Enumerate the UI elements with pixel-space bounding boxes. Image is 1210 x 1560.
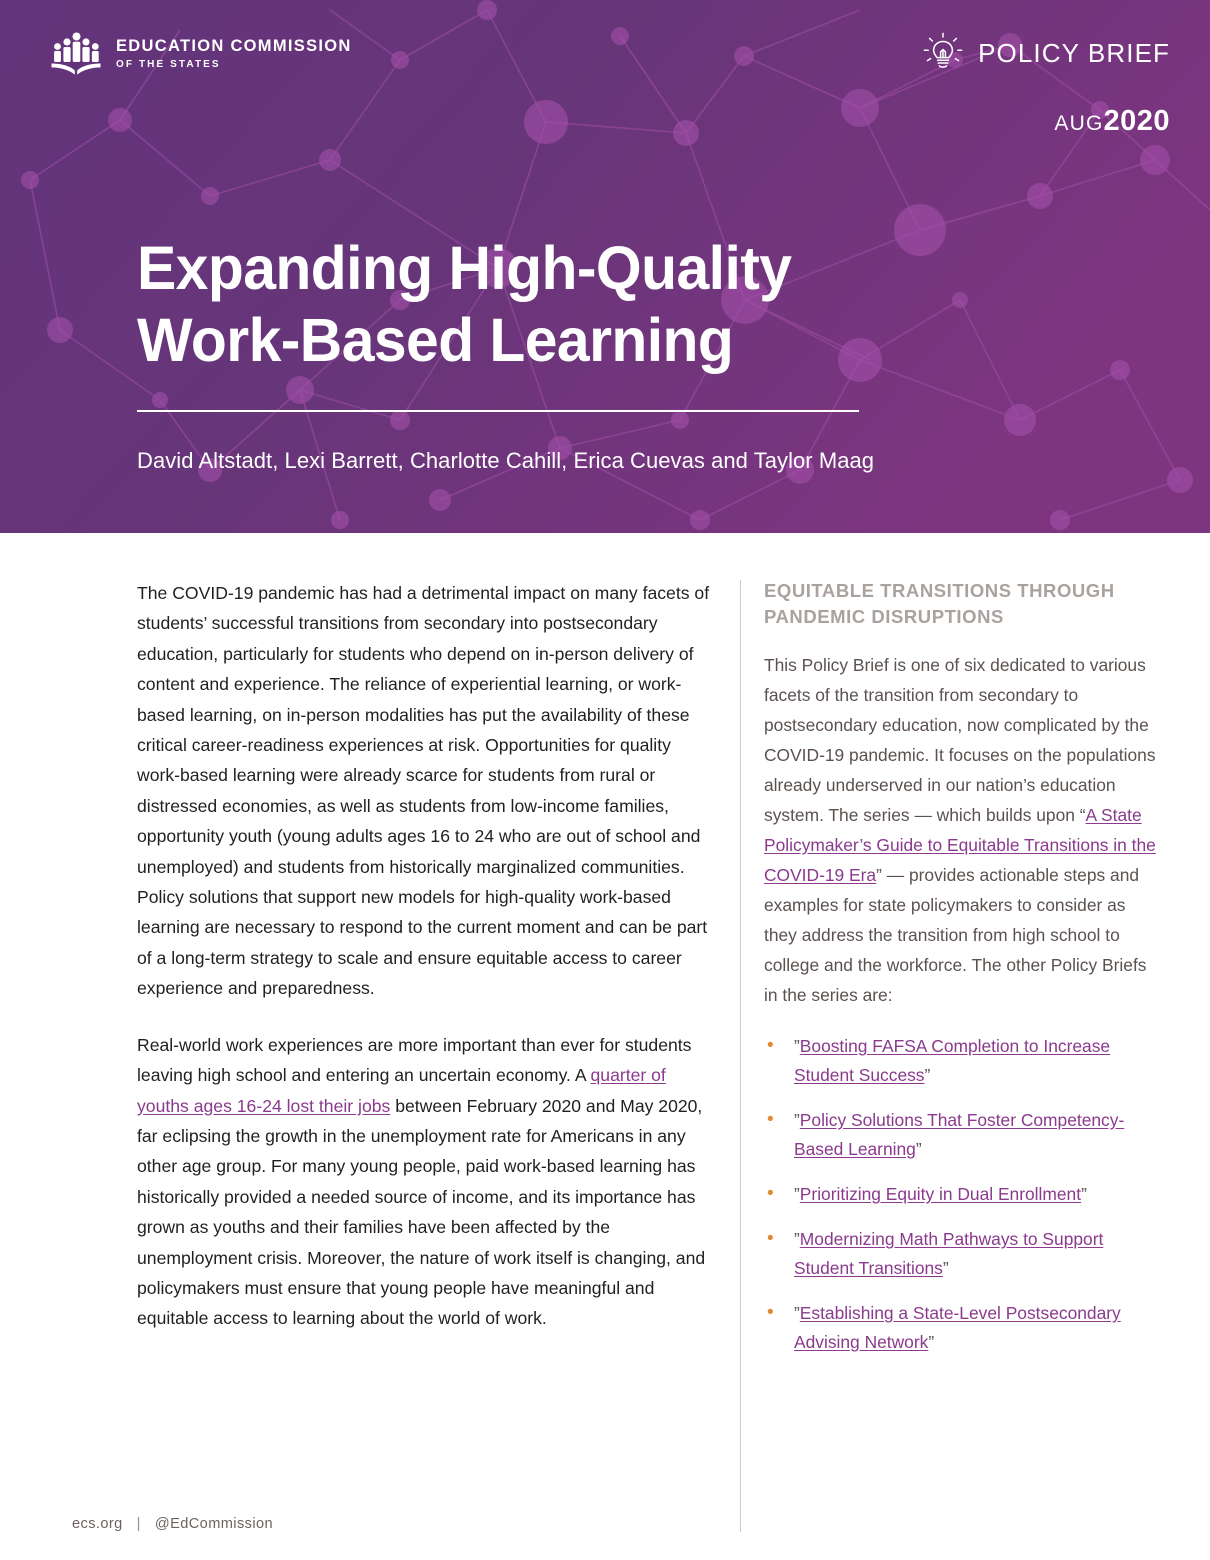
close-quote: ” xyxy=(915,1139,922,1159)
footer-website[interactable]: ecs.org xyxy=(72,1516,123,1532)
title-rule xyxy=(137,410,859,412)
publication-month: AUG xyxy=(1054,112,1104,135)
sidebar-intro-paragraph xyxy=(764,650,1156,1010)
brief-link-dual-enrollment[interactable]: Prioritizing Equity in Dual Enrollment xyxy=(799,1184,1082,1204)
ecs-people-book-logo-icon xyxy=(50,30,102,76)
close-quote: ” xyxy=(928,1332,935,1352)
brief-link-math-pathways[interactable]: Modernizing Math Pathways to Support Student Transitions xyxy=(794,1229,1104,1278)
list-item xyxy=(764,1032,1156,1090)
document-footer xyxy=(72,1516,273,1532)
title-block xyxy=(137,233,1067,474)
open-quote: ” xyxy=(794,1184,800,1204)
list-item xyxy=(764,1106,1156,1164)
sidebar-intro-before-link: This Policy Brief is one of six dedicated to various facets of the transition from secondary to postsecondary education, now complicated by the COVID-19 pandemic. It focuses on the populations already underserved in our nation’s education system. The series — which builds upon “ xyxy=(764,655,1156,825)
lightbulb-icon xyxy=(920,30,966,76)
publication-year: 2020 xyxy=(1103,105,1170,137)
page-title-line-2: Work-Based Learning xyxy=(137,305,734,374)
document-body xyxy=(0,533,1210,1560)
brief-link-competency-based-learning[interactable]: Policy Solutions That Foster Competency-Based Learning xyxy=(794,1110,1125,1159)
open-quote: ” xyxy=(794,1110,800,1130)
close-quote: ” xyxy=(924,1065,931,1085)
paragraph-2-before-link: Real-world work experiences are more important than ever for students leaving high school and entering an uncertain economy. A xyxy=(137,1034,692,1086)
body-paragraph-1: The COVID-19 pandemic has had a detrimental impact on many facets of students’ successful transitions from secondary into postsecondary education, particularly for students who depend on in-person delivery of content and experience. The reliance of experiential learning, or work-based learning, on in-person modalities has put the availability of these critical career-readiness experiences at risk. Opportunities for quality work-based learning were already scarce for students from rural or distressed economies, as well as students from low-income families, opportunity youth (young adults ages 16 to 24 who are out of school and unemployed) and students from historically marginalized communities. Policy solutions that support new models for high-quality work-based learning are necessary to respond to the current moment and can be part of a long-term strategy to scale and ensure equitable access to career experience and preparedness. xyxy=(137,583,710,999)
sidebar-heading: EQUITABLE TRANSITIONS THROUGH PANDEMIC DISRUPTIONS xyxy=(764,580,1115,627)
column-divider xyxy=(740,580,741,1532)
brief-link-fafsa[interactable]: Boosting FAFSA Completion to Increase Student Success xyxy=(794,1036,1111,1085)
main-column xyxy=(137,578,717,1334)
close-quote: ” xyxy=(1081,1184,1087,1204)
logo-subtitle: OF THE STATES xyxy=(116,59,221,71)
body-paragraph-2 xyxy=(137,1030,717,1334)
authors-line: David Altstadt, Lexi Barrett, Charlotte Cahill, Erica Cuevas and Taylor Maag xyxy=(137,447,875,473)
document-header xyxy=(0,0,1210,533)
policy-brief-label: POLICY BRIEF xyxy=(978,37,1170,68)
list-item xyxy=(764,1180,1156,1209)
youth-jobs-link[interactable]: quarter of youths ages 16-24 lost their jobs xyxy=(137,1065,666,1116)
sidebar-column xyxy=(764,578,1156,1373)
open-quote: ” xyxy=(794,1303,800,1323)
state-policymakers-guide-link[interactable]: A State Policymaker’s Guide to Equitable Transitions in the COVID-19 Era xyxy=(764,805,1156,885)
ecs-logo xyxy=(50,30,352,76)
policy-brief-badge xyxy=(920,30,1170,76)
sidebar-intro-after-link: ” — provides actionable steps and examples for state policymakers to consider as they address the transition from high school to college and the workforce. The other Policy Briefs in the series are: xyxy=(764,865,1147,1005)
footer-separator: | xyxy=(136,1516,141,1532)
page-title-line-1: Expanding High-Quality xyxy=(137,234,792,302)
paragraph-2-after-link: between February 2020 and May 2020, far eclipsing the growth in the unemployment rate for Americans in any other age group. For many young people, paid work-based learning has historically provided a needed source of income, and its importance has grown as youths and their families have been affected by the unemployment crisis. Moreover, the nature of work itself is changing, and policymakers must ensure that young people have meaningful and equitable access to learning about the world of work. xyxy=(137,1095,706,1329)
footer-social-handle[interactable]: @EdCommission xyxy=(154,1516,274,1532)
list-item xyxy=(764,1225,1156,1283)
open-quote: ” xyxy=(794,1036,800,1056)
page-title xyxy=(137,233,1034,377)
publication-date xyxy=(1054,105,1170,138)
logo-title: EDUCATION COMMISSION xyxy=(116,36,352,55)
close-quote: ” xyxy=(942,1258,949,1278)
list-item xyxy=(764,1299,1156,1357)
related-briefs-list xyxy=(764,1032,1156,1357)
brief-link-advising-network[interactable]: Establishing a State-Level Postsecondary Advising Network xyxy=(794,1303,1121,1352)
open-quote: ” xyxy=(794,1229,800,1249)
